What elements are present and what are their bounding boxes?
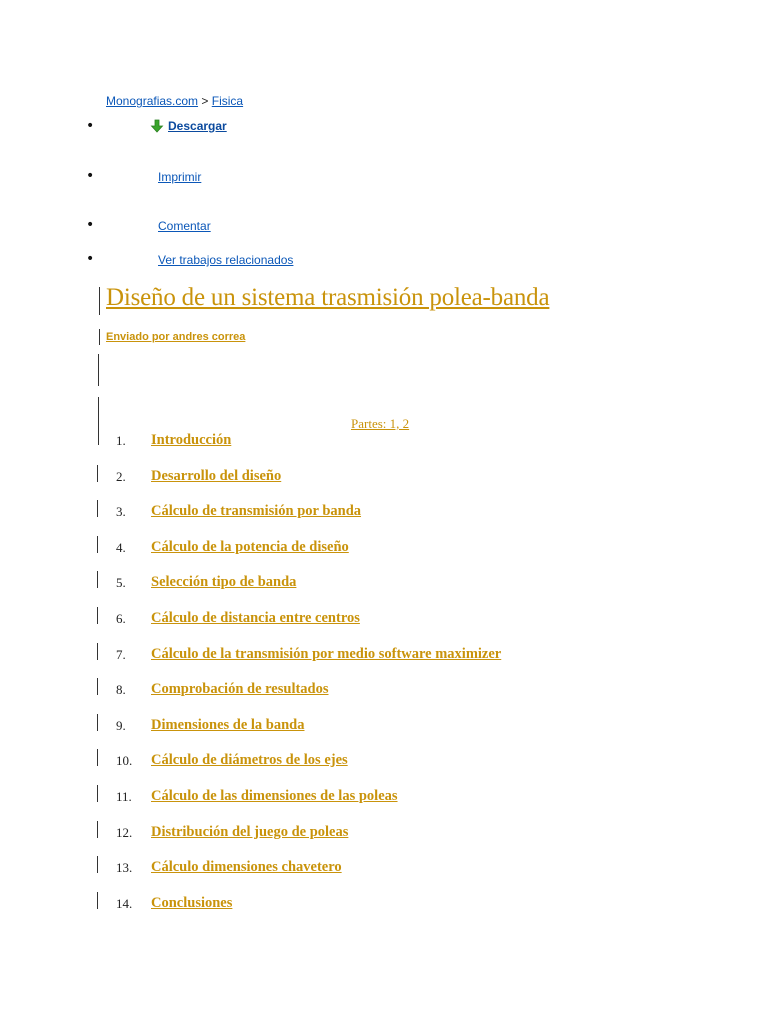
toc-item-link[interactable]: Desarrollo del diseño	[151, 468, 282, 484]
left-rule	[97, 536, 98, 553]
breadcrumb	[106, 94, 243, 108]
left-rule	[97, 714, 98, 731]
left-rule	[97, 892, 98, 909]
breadcrumb-separator: >	[201, 94, 209, 108]
left-rule	[97, 821, 98, 838]
toc-item-number: 8.	[116, 682, 126, 697]
breadcrumb-category-link[interactable]: Fisica	[211, 94, 244, 108]
author-link[interactable]: Enviado por andres correa	[106, 331, 246, 343]
toc-item-number: 13.	[116, 860, 133, 875]
left-rule	[97, 500, 98, 517]
toc-item-number: 10.	[116, 753, 133, 768]
parts-link[interactable]: Partes: 1, 2	[351, 416, 410, 431]
toc-item-number: 9.	[116, 718, 126, 733]
download-arrow-icon	[150, 119, 164, 133]
left-rule	[99, 287, 100, 315]
left-rule	[97, 607, 98, 624]
left-rule	[98, 354, 99, 386]
toc-item-link[interactable]: Dimensiones de la banda	[151, 717, 305, 733]
toc-item-link[interactable]: Selección tipo de banda	[151, 574, 297, 590]
left-rule	[97, 571, 98, 588]
left-rule	[97, 785, 98, 802]
toc-item-number: 5.	[116, 575, 126, 590]
toc-item-link[interactable]: Comprobación de resultados	[151, 681, 329, 697]
left-rule	[97, 856, 98, 873]
toc-item-number: 4.	[116, 540, 126, 555]
toc-item-link[interactable]: Distribución del juego de poleas	[151, 824, 349, 840]
article-title[interactable]: Diseño de un sistema trasmisión polea-banda	[106, 284, 550, 311]
list-bullet: •	[86, 217, 95, 233]
toc-item-number: 14.	[116, 896, 133, 911]
toc-item-number: 12.	[116, 825, 133, 840]
download-link[interactable]: Descargar	[168, 119, 227, 133]
toc-item-link[interactable]: Cálculo de la potencia de diseño	[151, 539, 349, 555]
left-rule	[97, 678, 98, 695]
left-rule	[98, 397, 99, 445]
toc-item-link[interactable]: Conclusiones	[151, 895, 233, 911]
breadcrumb-home-link[interactable]: Monografias.com	[106, 94, 199, 108]
left-rule	[97, 643, 98, 660]
toc-item-link[interactable]: Cálculo de transmisión por banda	[151, 503, 362, 519]
toc-item-link[interactable]: Cálculo de distancia entre centros	[151, 610, 360, 626]
related-works-link[interactable]: Ver trabajos relacionados	[158, 253, 294, 267]
toc-item-number: 2.	[116, 469, 126, 484]
list-bullet: •	[86, 251, 95, 267]
left-rule	[99, 329, 100, 345]
list-bullet: •	[86, 118, 95, 134]
comment-link[interactable]: Comentar	[158, 219, 211, 233]
toc-item-number: 1.	[116, 433, 126, 448]
list-bullet: •	[86, 168, 95, 184]
download-link-group[interactable]	[150, 119, 227, 133]
toc-item-link[interactable]: Cálculo de las dimensiones de las poleas	[151, 788, 398, 804]
toc-item-number: 6.	[116, 611, 126, 626]
left-rule	[97, 749, 98, 766]
toc-item-link[interactable]: Introducción	[151, 432, 232, 448]
toc-item-number: 7.	[116, 647, 126, 662]
left-rule	[97, 465, 98, 482]
print-link[interactable]: Imprimir	[158, 170, 202, 184]
toc-item-link[interactable]: Cálculo dimensiones chavetero	[151, 859, 342, 875]
toc-item-link[interactable]: Cálculo de diámetros de los ejes	[151, 752, 348, 768]
toc-item-number: 3.	[116, 504, 126, 519]
toc-item-link[interactable]: Cálculo de la transmisión por medio software maximizer	[151, 646, 502, 662]
toc-item-number: 11.	[116, 789, 132, 804]
